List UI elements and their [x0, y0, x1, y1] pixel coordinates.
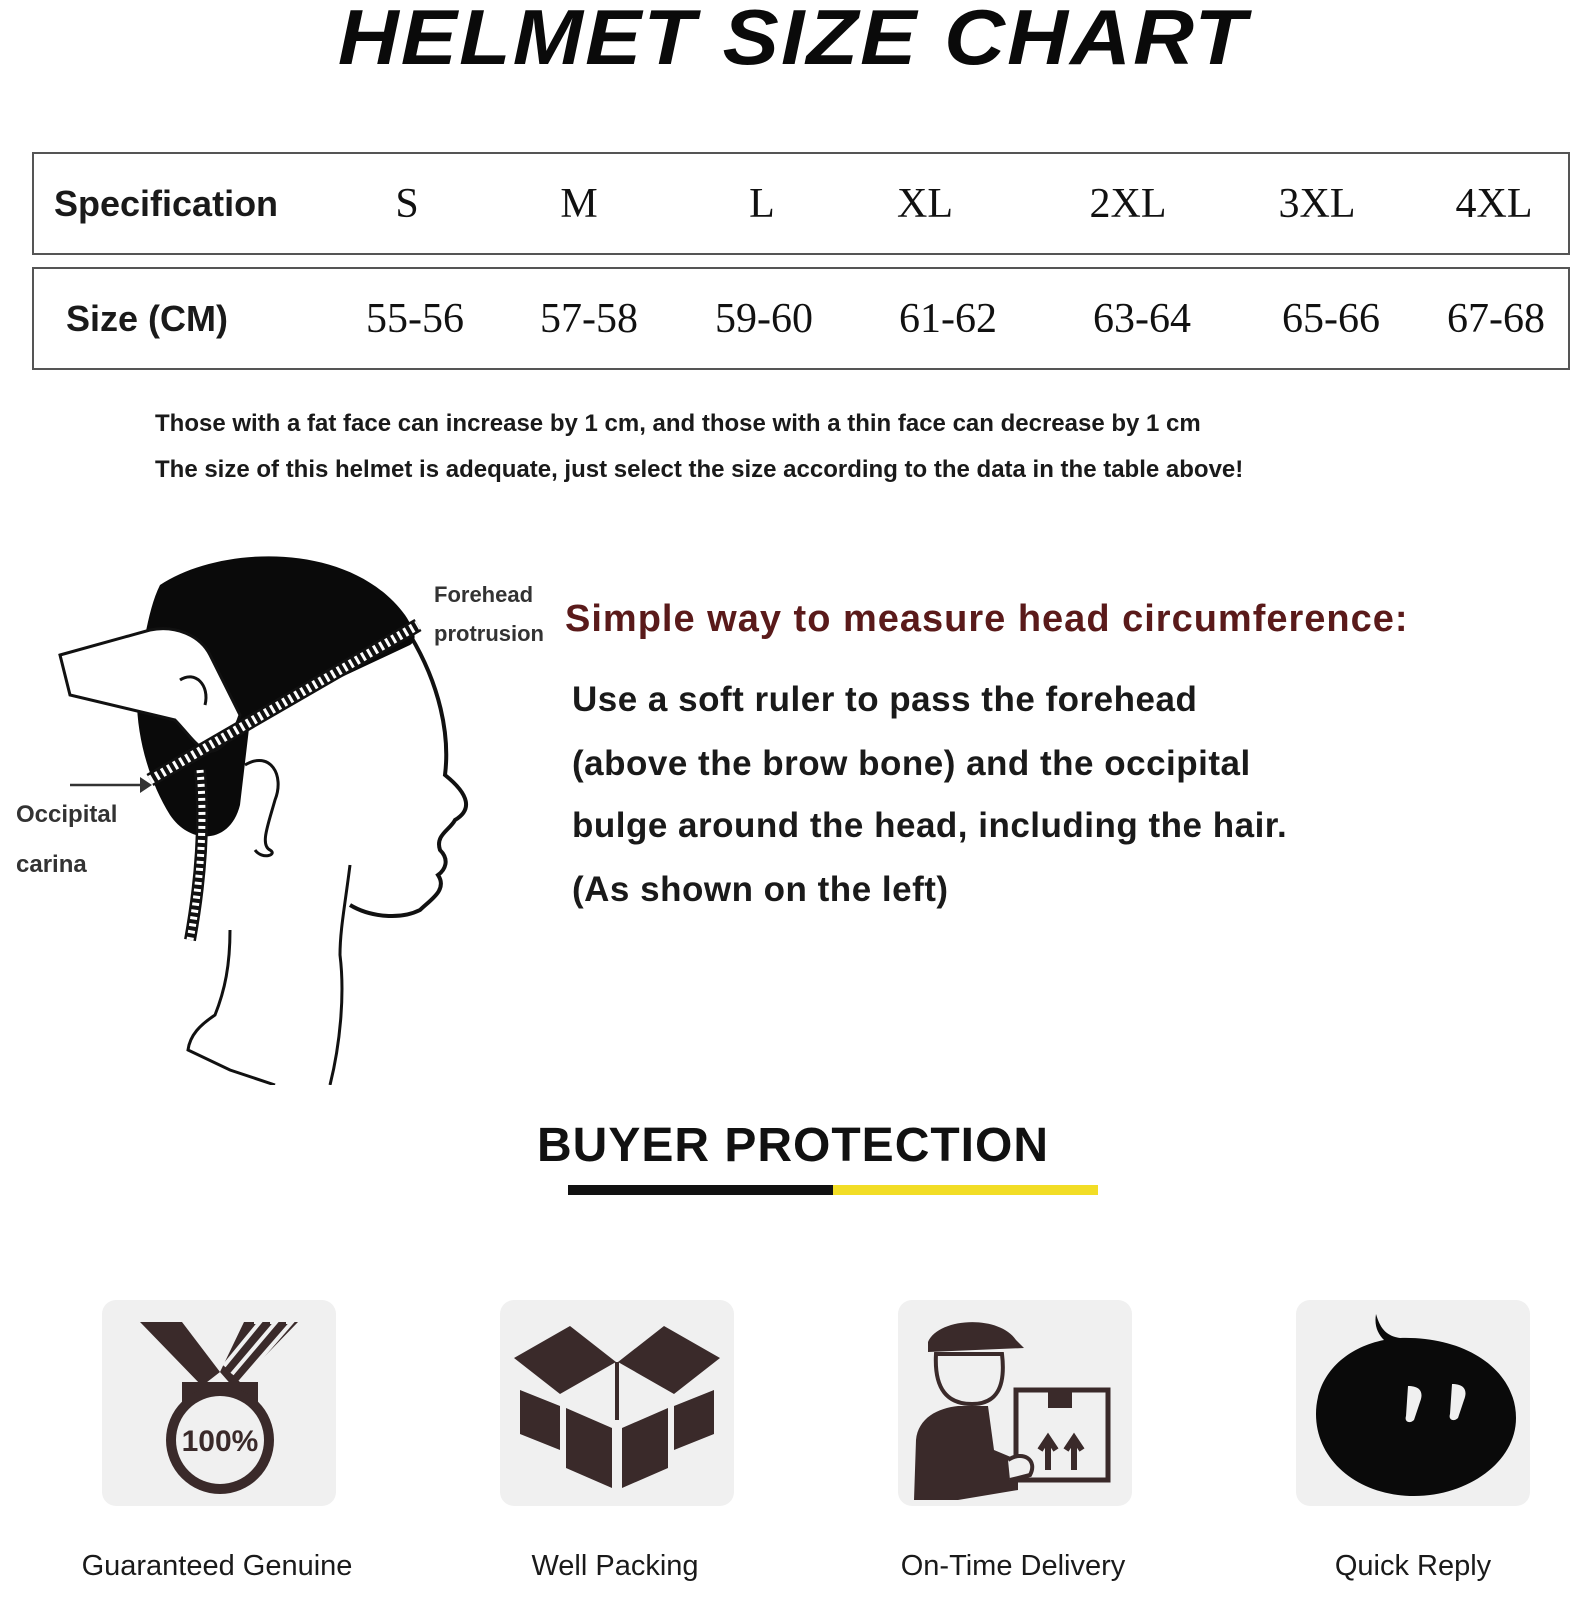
- forehead-label: protrusion: [434, 621, 544, 646]
- range-cell: 63-64: [1093, 295, 1191, 342]
- forehead-label: Forehead: [434, 582, 534, 607]
- delivery-man-icon: [898, 1300, 1132, 1506]
- range-cell: 61-62: [899, 295, 997, 342]
- size-cell: XL: [897, 180, 953, 227]
- measure-instruction: (above the brow bone) and the occipital: [572, 744, 1251, 783]
- size-cell: M: [560, 180, 598, 227]
- guaranteed-genuine-label: Guaranteed Genuine: [81, 1550, 353, 1582]
- size-cell: S: [395, 180, 419, 227]
- fit-note: Those with a fat face can increase by 1 cm, and those with a thin face can decrease by 1 cm: [155, 410, 1201, 437]
- divider-black-segment: [568, 1185, 833, 1195]
- size-row-label: Size (CM): [66, 297, 228, 339]
- quick-reply-tile: [1296, 1300, 1530, 1506]
- well-packing-label: Well Packing: [531, 1550, 699, 1582]
- medal-100-percent-icon: [102, 1300, 336, 1506]
- occipital-label: carina: [16, 851, 87, 878]
- guaranteed-genuine-tile: [102, 1300, 336, 1506]
- range-cell: 57-58: [540, 295, 638, 342]
- occipital-label: Occipital: [16, 801, 118, 828]
- fit-note: The size of this helmet is adequate, just select the size according to the data in the table above!: [155, 456, 1244, 483]
- size-cell: 4XL: [1455, 180, 1533, 227]
- chat-bubble-icon: [1296, 1300, 1530, 1506]
- divider-yellow-segment: [833, 1185, 1098, 1195]
- well-packing-tile: [500, 1300, 734, 1506]
- measure-instruction: Use a soft ruler to pass the forehead: [572, 680, 1198, 719]
- quick-reply-label: Quick Reply: [1334, 1550, 1492, 1582]
- size-table-cm-row: [32, 267, 1570, 370]
- on-time-delivery-tile: [898, 1300, 1132, 1506]
- range-cell: 65-66: [1282, 295, 1380, 342]
- range-cell: 55-56: [366, 295, 464, 342]
- buyer-protection-divider: [568, 1185, 1098, 1195]
- range-cell: 59-60: [715, 295, 813, 342]
- size-table-spec-row: [32, 152, 1570, 255]
- measure-title: Simple way to measure head circumference:: [565, 598, 1409, 640]
- size-cell: 3XL: [1278, 180, 1356, 227]
- on-time-delivery-label: On-Time Delivery: [900, 1550, 1126, 1582]
- measure-instruction: bulge around the head, including the hair.: [572, 806, 1288, 845]
- page-title: HELMET SIZE CHART: [337, 0, 1249, 81]
- badge-text: 100%: [181, 1425, 259, 1458]
- open-box-icon: [500, 1300, 734, 1506]
- measure-instruction: (As shown on the left): [572, 870, 949, 909]
- range-cell: 67-68: [1447, 295, 1545, 342]
- buyer-protection-title: BUYER PROTECTION: [536, 1119, 1050, 1172]
- size-cell: 2XL: [1089, 180, 1167, 227]
- size-cell: L: [749, 180, 775, 227]
- spec-row-label: Specification: [54, 182, 279, 224]
